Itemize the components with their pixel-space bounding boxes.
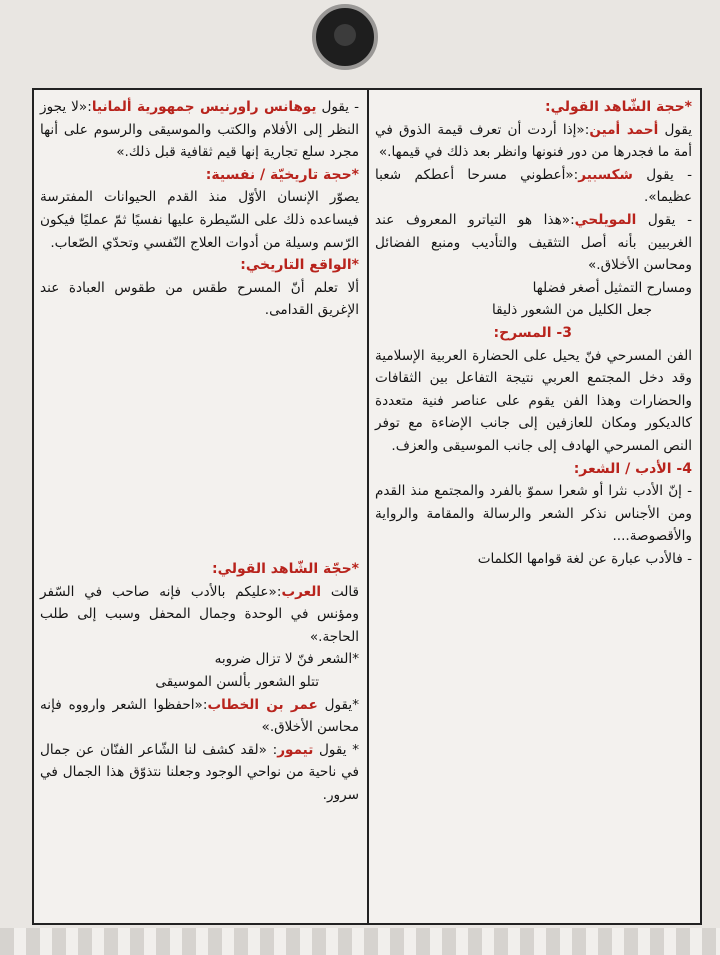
quote-text: :«هذا هو التياترو المعروف عند الغربيين بأنه أصل التثقيف والتأديب ومنبع الفضائل ومحاسن الأخلاق.» xyxy=(375,211,692,274)
quote-lead: - يقول xyxy=(636,211,692,228)
quote-author: يوهانس راورنيس جمهورية ألمانيا xyxy=(91,99,317,115)
left-column xyxy=(34,90,367,923)
right-column xyxy=(367,90,700,923)
section-heading-literature: 4- الأدب / الشعر: xyxy=(573,460,692,477)
verse-line: تتلو الشعور بألسن الموسيقى xyxy=(155,673,319,690)
quote-lead: قالت xyxy=(321,583,359,600)
quote-author: تيمور xyxy=(277,741,314,758)
quote-lead: - يقول xyxy=(632,166,693,183)
quote-author: العرب xyxy=(281,583,321,600)
quote-author: المويلحي xyxy=(574,211,637,228)
quote-paragraph xyxy=(40,739,359,807)
quote-paragraph xyxy=(375,119,692,164)
binder-hole xyxy=(312,4,378,70)
section-heading-theatre: 3- المسرح: xyxy=(493,324,572,341)
quote-paragraph xyxy=(40,694,359,739)
quote-text: :«إذا أردت أن تعرف قيمة الذوق في أمة ما فجدرها من دور فنونها وانظر بعد ذلك في قيمها.» xyxy=(375,121,692,161)
body-paragraph: يصوّر الإنسان الأوّل منذ القدم الحيوانات المفترسة فيساعده ذلك على السّيطرة عليها نفسيًا ثمّ عمليًا فيكون الرّسم وسيلة من أدوات العلاج النّفسي وتحدّي الصّعاب. xyxy=(40,189,359,251)
verse-line: ومسارح التمثيل أصغر فضلها xyxy=(532,279,692,296)
quote-text: :«أعطوني مسرحا أعطكم شعبا عظيما». xyxy=(375,166,692,206)
quote-author: عمر بن الخطاب xyxy=(207,696,318,713)
quote-paragraph xyxy=(375,209,692,277)
verse-line: *الشعر فنّ لا تزال ضروبه xyxy=(214,651,359,668)
quote-text: :«احفظوا الشعر وارووه فإنه محاسن الأخلاق.» xyxy=(40,696,359,736)
quote-lead: * يقول xyxy=(313,741,359,758)
body-paragraph: - فالأدب عبارة عن لغة قوامها الكلمات xyxy=(477,550,692,567)
quote-paragraph xyxy=(40,581,359,649)
quote-text: : «لقد كشف لنا الشّاعر الفنّان عن جمال في ناحية من نواحي الوجود وجعلنا نتذوّق هذا الجمال في سرور. xyxy=(40,741,359,803)
quote-text: :«لا يجوز النظر إلى الأفلام والكتب والموسيقى والرسوم على أنها مجرد سلع تجارية إنها قيم ثقافية قبل ذلك.» xyxy=(40,99,359,161)
quote-lead: - يقول xyxy=(316,99,360,115)
blank-space xyxy=(40,440,359,558)
quote-lead: *يقول xyxy=(317,696,359,713)
body-paragraph: الفن المسرحي فنّ يحيل على الحضارة العربية الإسلامية وقد دخل المجتمع العربي نتيجة التفاعل بين الثقافات والحضارات وهذا الفن يقوم على عناصر فنية متعددة كالديكور ومكان للعازفين إلى جانب الإضاءة مع توفر النص المسرحي الهادف إلى جانب الموسيقى والعزف. xyxy=(375,347,692,454)
quote-lead: يقول xyxy=(658,121,693,138)
blank-space xyxy=(40,322,359,440)
section-heading-historical-fact: *الواقع التاريخي: xyxy=(240,257,359,274)
page-edge-shadow xyxy=(0,928,720,955)
quote-text: :«عليكم بالأدب فإنه صاحب في السّفر ومؤنس في الوحدة وجمال المحفل وسبب إلى طلب الحاجة.» xyxy=(40,583,359,645)
quote-paragraph xyxy=(40,96,359,164)
body-paragraph: - إنّ الأدب نثرا أو شعرا سموّ بالفرد والمجتمع منذ القدم ومن الأجناس نذكر الشعر والرسالة والمقامة والرواية والأقصوصة.... xyxy=(375,483,692,545)
verse-line: جعل الكليل من الشعور ذليقا xyxy=(492,302,652,319)
quote-paragraph xyxy=(375,164,692,209)
document-sheet xyxy=(32,88,702,925)
quote-author: شكسبير xyxy=(578,166,633,183)
section-heading-quote-witness: *حجة الشّاهد القولي: xyxy=(544,99,692,115)
section-heading-historical-psychological: *حجة تاريخيّة / نفسية: xyxy=(205,166,359,183)
body-paragraph: ألا تعلم أنّ المسرح طقس من طقوس العبادة عند الإغريق القدامى. xyxy=(40,279,359,319)
quote-author: أحمد أمين xyxy=(589,121,659,138)
section-heading-quote-witness-2: *حجّة الشّاهد القولي: xyxy=(211,560,359,577)
